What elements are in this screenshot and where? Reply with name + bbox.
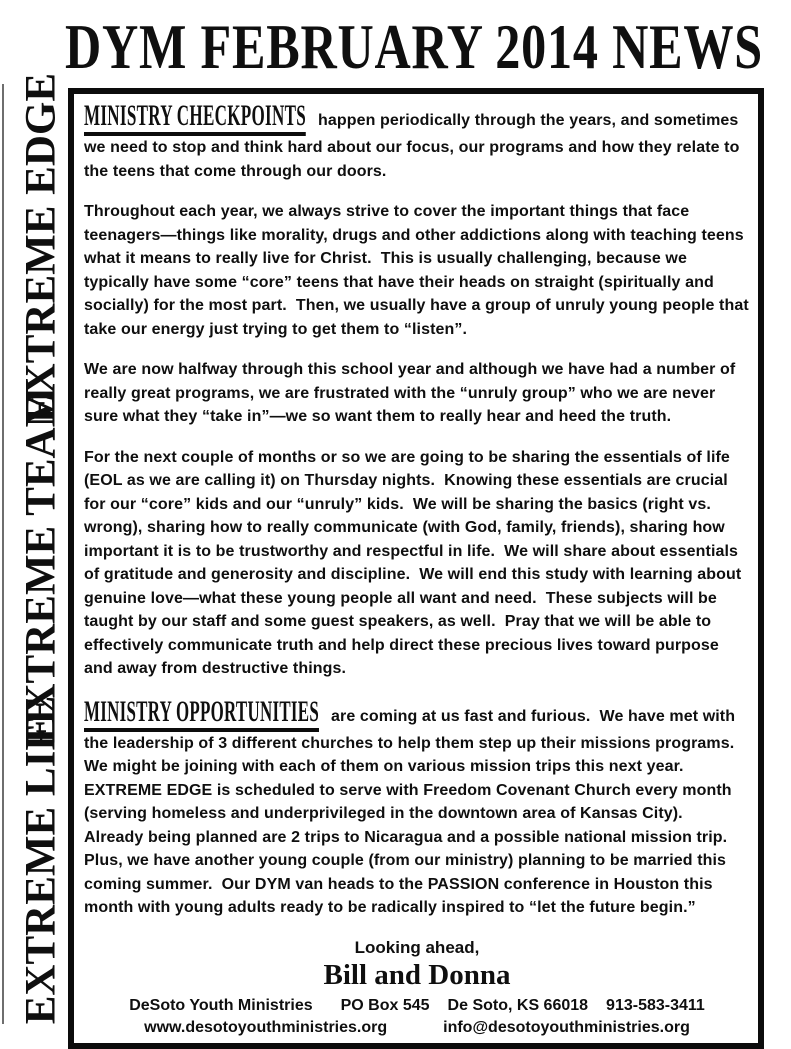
newsletter-body-frame bbox=[68, 88, 764, 1049]
ministry-opportunities-lead: are coming at us fast and furious. We have met with the leadership of 3 different churches to help them step up their missions programs. We might be joining with each of them on various mission trips this next year. EXTREME EDGE is scheduled to serve with Freedom Covenant Church every month (serving homeless and underprivileged in the downtown area of Kansas City). Already being planned are 2 trips to Nicaragua and a possible national mission trip. Plus, we have another young couple (from our ministry) planning to be married this coming summer. Our DYM van heads to the PASSION conference in Houston this month with young adults ready to be radically inspired to “let the future begin.” bbox=[84, 707, 744, 916]
footer-signature: Bill and Donna bbox=[323, 958, 511, 991]
sidebar-item-extreme-team: EXTREME TEAM bbox=[17, 386, 65, 744]
paragraph: We are now halfway through this school year and although we have had a number of really great programs, we are frustrated with the “unruly group” who we are never sure what they “take in”—we so want them to really hear and heed the truth. bbox=[84, 361, 740, 425]
ministry-checkpoints-heading: MINISTRY CHECKPOINTS bbox=[84, 102, 306, 136]
contact-org: DeSoto Youth Ministries bbox=[129, 996, 313, 1014]
page-title: DYM FEBRUARY 2014 NEWS bbox=[65, 11, 763, 82]
contact-website: www.desotoyouthministries.org bbox=[144, 1018, 388, 1036]
sidebar-item-extreme-life: EXTREME LIFE bbox=[17, 695, 65, 1025]
footer-contact-line2 bbox=[84, 1017, 750, 1039]
contact-city-state-zip: De Soto, KS 66018 bbox=[447, 996, 589, 1014]
section-ministry-checkpoints-intro bbox=[84, 99, 750, 183]
ministry-opportunities-heading: MINISTRY OPPORTUNITIES bbox=[84, 698, 319, 732]
scan-edge-line bbox=[2, 84, 4, 1024]
contact-email: info@desotoyouthministries.org bbox=[443, 1018, 690, 1036]
footer-closing: Looking ahead, bbox=[354, 937, 480, 957]
paragraph: For the next couple of months or so we are going to be sharing the essentials of life (EOL as we are calling it) on Thursday nights. Knowing these essentials are crucial for our “core” kids and our “unruly” kids. We will be sharing the basics (right vs. wrong), sharing how to really communicate (with God, family, friends), sharing how important it is to be trustworthy and respectful in life. We will share about essentials of gratitude and generosity and discipline. We will end this study with learning about genuine love—what these young people all want and need. These subjects will be taught by our staff and some guest speakers, as well. Pray that we will be able to effectively communicate truth and help direct these precious lives toward purpose and away from destructive things. bbox=[84, 448, 746, 677]
sidebar-item-extreme-edge: EXTREME EDGE bbox=[17, 72, 65, 424]
ministry-checkpoints-lead: happen periodically through the years, and sometimes we need to stop and think hard about our focus, our programs and how they relate to the teens that come through our doors. bbox=[84, 112, 745, 180]
contact-phone: 913-583-3411 bbox=[606, 996, 705, 1014]
paragraph: Throughout each year, we always strive to cover the important things that face teenagers—things like morality, drugs and other addictions along with teaching teens what it means to really live for Christ. This is usually challenging, because we typically have some “core” teens that have their heads on straight (spiritually and socially) for the most part. Then, we usually have a group of unruly young people that take our energy just trying to get them to “listen”. bbox=[84, 203, 754, 338]
section-ministry-opportunities-intro bbox=[84, 694, 750, 920]
footer-contact-line1 bbox=[84, 995, 750, 1017]
masthead bbox=[64, 11, 764, 82]
contact-pobox: PO Box 545 bbox=[340, 996, 430, 1014]
